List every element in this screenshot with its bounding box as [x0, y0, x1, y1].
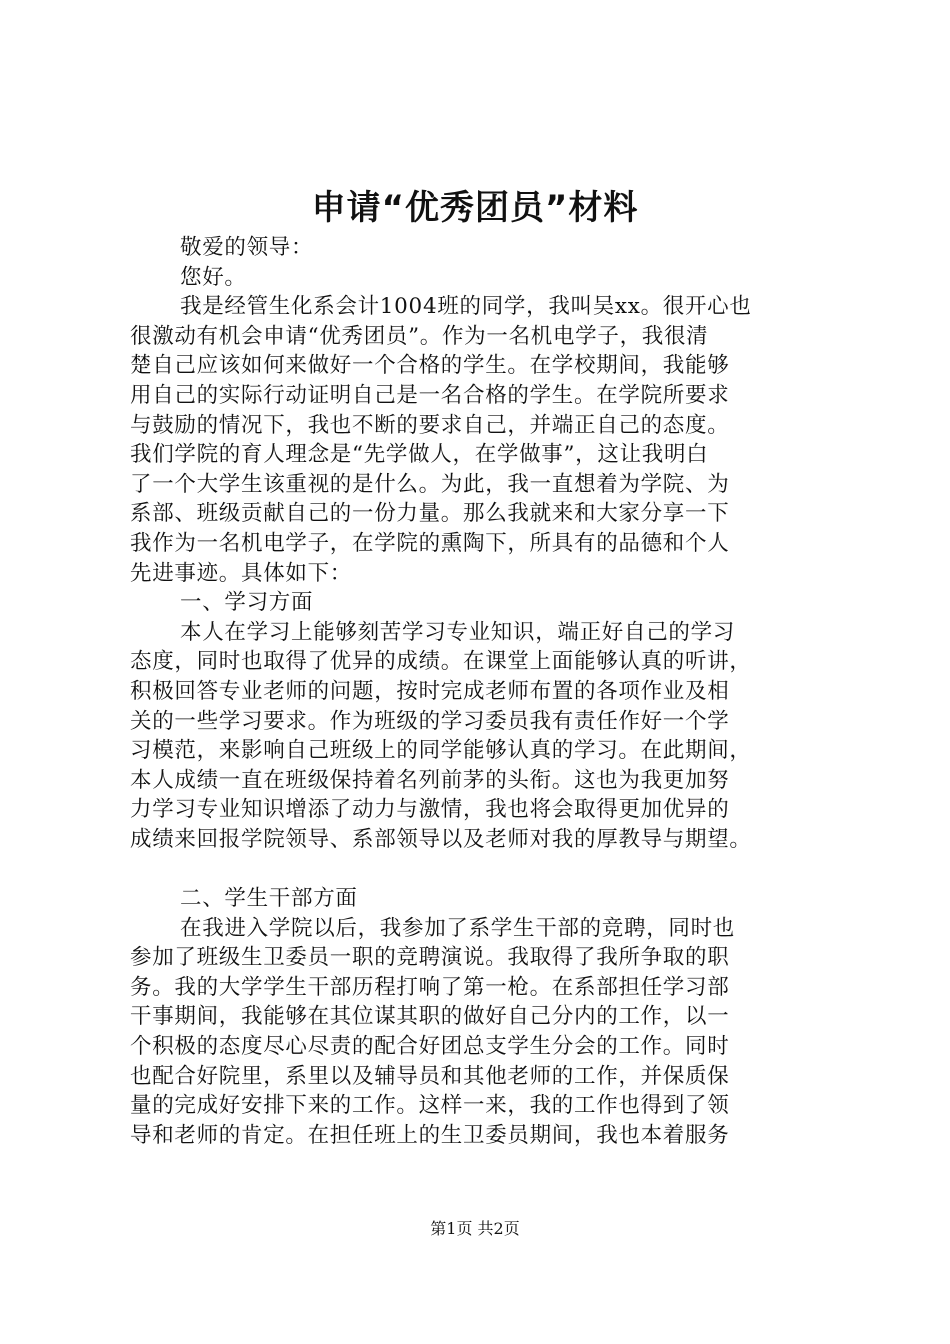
text-line: 本人在学习上能够刻苦学习专业知识，端正好自己的学习: [180, 619, 736, 645]
text-line: 二、学生干部方面: [180, 886, 358, 912]
text-line: 务。我的大学学生干部历程打响了第一枪。在系部担任学习部: [130, 974, 730, 1000]
text-line: 了一个大学生该重视的是什么。为此，我一直想着为学院、为: [130, 471, 730, 497]
text-line: 量的完成好安排下来的工作。这样一来，我的工作也得到了领: [130, 1093, 730, 1119]
text-line: 楚自己应该如何来做好一个合格的学生。在学校期间，我能够: [130, 353, 730, 379]
text-line: 与鼓励的情况下，我也不断的要求自己，并端正自己的态度。: [130, 412, 730, 438]
text-line: 本人成绩一直在班级保持着名列前茅的头衔。这也为我更加努: [130, 767, 730, 793]
text-line: 个积极的态度尽心尽责的配合好团总支学生分会的工作。同时: [130, 1034, 730, 1060]
text-line: 积极回答专业老师的问题，按时完成老师布置的各项作业及相: [130, 678, 730, 704]
text-line: 先进事迹。具体如下：: [130, 560, 353, 586]
text-line: 系部、班级贡献自己的一份力量。那么我就来和大家分享一下: [130, 501, 730, 527]
text-line: 干事期间，我能够在其位谋其职的做好自己分内的工作，以一: [130, 1004, 730, 1030]
text-line: 成绩来回报学院领导、系部领导以及老师对我的厚教导与期望。: [130, 826, 752, 852]
text-line: 导和老师的肯定。在担任班上的生卫委员期间，我也本着服务: [130, 1122, 730, 1148]
document-body: [130, 233, 835, 1150]
text-line: 很激动有机会申请“优秀团员”。作为一名机电学子，我很清: [130, 323, 709, 349]
blank-line: [130, 854, 835, 884]
text-line: 关的一些学习要求。作为班级的学习委员我有责任作好一个学: [130, 708, 730, 734]
document-title: 申请“优秀团员”材料: [311, 188, 639, 228]
text-line: 习模范，来影响自己班级上的同学能够认真的学习。在此期间，: [130, 738, 752, 764]
text-line: 敬爱的领导：: [180, 235, 314, 260]
text-line: 也配合好院里，系里以及辅导员和其他老师的工作，并保质保: [130, 1063, 730, 1089]
text-line: 我是经管生化系会计1004班的同学，我叫吴xx。很开心也: [180, 294, 752, 320]
text-line: 态度，同时也取得了优异的成绩。在课堂上面能够认真的听讲，: [130, 649, 752, 675]
text-line: 用自己的实际行动证明自己是一名合格的学生。在学院所要求: [130, 382, 730, 408]
text-line: 参加了班级生卫委员一职的竞聘演说。我取得了我所争取的职: [130, 945, 730, 971]
page-footer: 第1页 共2页: [430, 1219, 520, 1238]
text-line: 我作为一名机电学子，在学院的熏陶下，所具有的品德和个人: [130, 530, 730, 556]
text-line: 在我进入学院以后，我参加了系学生干部的竞聘，同时也: [180, 915, 736, 941]
text-line: 力学习专业知识增添了动力与激情，我也将会取得更加优异的: [130, 797, 730, 823]
text-line: 一、学习方面: [180, 590, 314, 616]
text-line: 您好。: [180, 264, 247, 290]
text-line: 我们学院的育人理念是“先学做人，在学做事”，这让我明白: [130, 442, 709, 468]
